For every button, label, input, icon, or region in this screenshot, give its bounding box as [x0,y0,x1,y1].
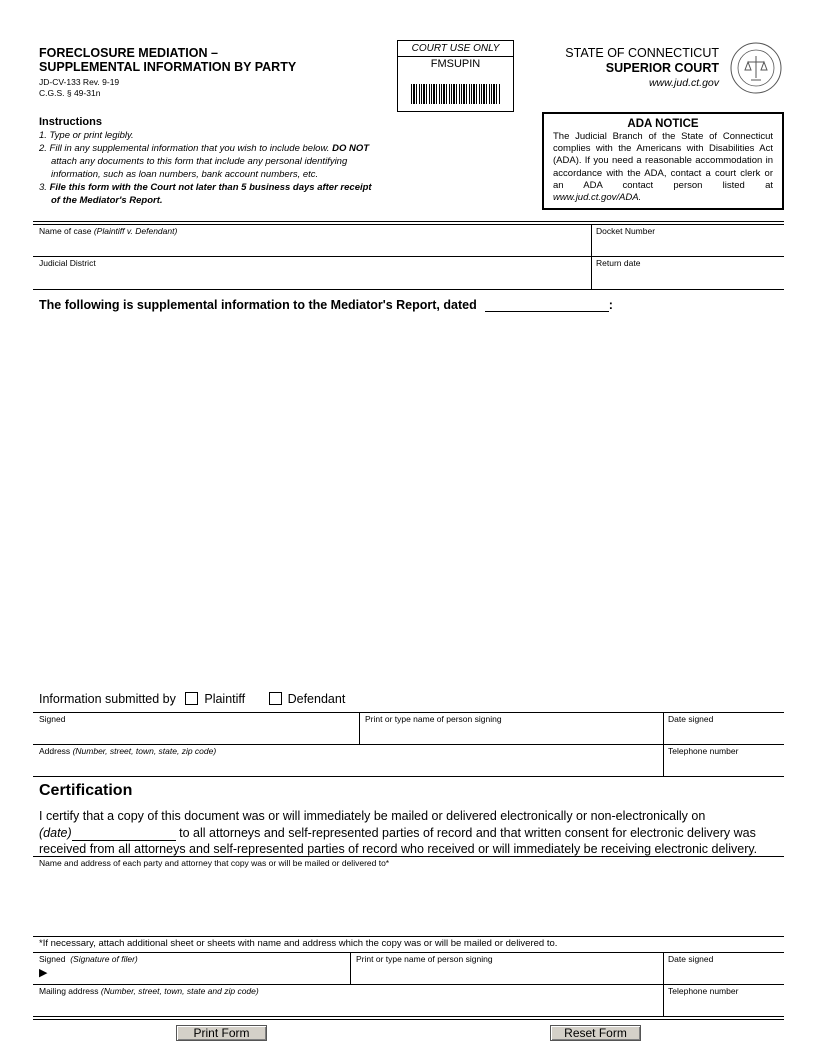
reset-form-button[interactable]: Reset Form [550,1025,641,1041]
submitted-by-row: Information submitted by Plaintiff Defendant [39,692,346,706]
barcode [411,84,501,104]
return-date-field[interactable]: Return date [596,258,641,268]
arrow-right-icon: ▶ [39,967,48,979]
print-name-field[interactable]: Print or type name of person signing [365,714,502,724]
court-heading: STATE OF CONNECTICUT SUPERIOR COURT www.jud.ct.gov [565,46,719,89]
address-field[interactable]: Address (Number, street, town, state, zip code) [39,746,217,756]
mailing-address-field[interactable]: Mailing address (Number, street, town, state and zip code) [39,986,259,996]
docket-number-field[interactable]: Docket Number [596,226,656,236]
report-date-input[interactable] [485,297,609,312]
cert-print-name-field[interactable]: Print or type name of person signing [356,954,493,964]
footnote: *If necessary, attach additional sheet or sheets with name and address which the copy was or will be mailed or delivered to. [39,938,558,949]
court-use-box [397,40,514,112]
plaintiff-checkbox[interactable] [185,692,198,705]
supplemental-heading: The following is supplemental information to the Mediator's Report, dated : [39,298,613,312]
certification-date-input[interactable] [72,827,176,841]
certification-text: I certify that a copy of this document was or will immediately be mailed or delivered electronically or non-electronically on (date) to all attorneys and self-represented parties of record and that written consent for electronic delivery was received from all attorneys and self-represented parties of record who received or will immediately be receiving electronic delivery. [39,809,758,856]
date-signed-field[interactable]: Date signed [668,714,714,724]
judicial-district-field[interactable]: Judicial District [39,258,96,268]
instructions: Instructions 1. Type or print legibly. 2. Fill in any supplemental information that you wish to include below. DO NOT attach any documents to this form that include any personal identifying information, such as loan numbers, bank account numbers, etc. 3. File this form with the Court not later than 5 business days after receipt of the Mediator's Report. [39,116,372,206]
recipients-field[interactable]: Name and address of each party and attorney that copy was or will be mailed or delivered to* [39,858,390,868]
print-form-button[interactable]: Print Form [176,1025,267,1041]
cert-date-signed-field[interactable]: Date signed [668,954,714,964]
court-use-label: COURT USE ONLY [398,41,513,57]
filer-signature-field[interactable]: Signed (Signature of filer) [39,954,138,964]
supplemental-info-textarea[interactable] [39,320,784,685]
name-of-case-field[interactable]: Name of case (Plaintiff v. Defendant) [39,226,178,236]
certification-heading: Certification [39,782,133,799]
cert-telephone-field[interactable]: Telephone number [668,986,739,996]
ada-notice: ADA NOTICE The Judicial Branch of the State of Connecticut complies with the Americans with Disabilities Act (ADA). If you need a reasonable accommodation in accordance with the ADA, contact a court clerk or an ADA contact person listed at www.jud.ct.gov/ADA. [542,112,784,210]
form-title: FORECLOSURE MEDIATION – SUPPLEMENTAL INFORMATION BY PARTY [39,46,297,74]
state-seal-icon [730,42,782,94]
signed-field[interactable]: Signed [39,714,66,724]
telephone-field[interactable]: Telephone number [668,746,739,756]
court-code: FMSUPIN [430,58,481,70]
form-info: JD-CV-133 Rev. 9-19 C.G.S. § 49-31n [39,77,120,98]
defendant-checkbox[interactable] [269,692,282,705]
